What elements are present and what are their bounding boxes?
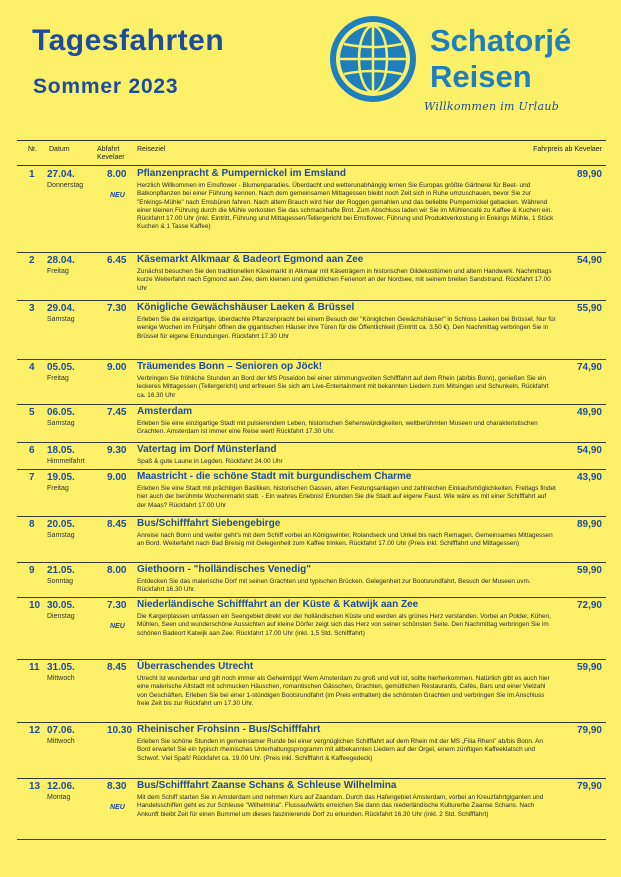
- brand-slogan: Willkommen im Urlaub: [424, 100, 560, 113]
- trip-date: 29.04.: [47, 303, 75, 314]
- trip-weekday: Himmelfahrt: [47, 458, 85, 465]
- trip-weekday: Montag: [47, 794, 71, 801]
- trip-price: 72,90: [576, 600, 602, 611]
- trip-departure-time: 8.45: [107, 519, 127, 530]
- trip-departure-time: 9.00: [107, 472, 127, 483]
- brand-name-line2: Reisen: [430, 59, 532, 94]
- trip-number: 8: [29, 519, 35, 530]
- trip-date: 18.05.: [47, 445, 75, 456]
- trip-price: 59,90: [576, 565, 602, 576]
- trip-title: Giethoorn - "holländisches Venedig": [137, 564, 311, 575]
- trip-number: 1: [29, 169, 35, 180]
- trip-price: 49,90: [576, 407, 602, 418]
- trip-title: Überraschendes Utrecht: [137, 661, 254, 672]
- trip-description: Verbringen Sie fröhliche Stunden an Bord der MS Poseidon bei einer stimmungsvollen Schifffahrt auf dem Rhein (ab/bis Bonn), genießen Sie ein leckeres Mittagessen (Tellergericht) und erfreuen Sie sich am Live-Entertainment mit bekannten Liedern zum Mitsingen und Schunkeln. Rückfahrt ca. 16.30 Uhr: [137, 375, 549, 399]
- trip-departure-time: 8.45: [107, 662, 127, 673]
- page-subtitle: Sommer 2023: [33, 75, 179, 98]
- trip-row: [17, 563, 606, 598]
- trip-price: 74,90: [576, 362, 602, 373]
- trip-row: [17, 598, 606, 660]
- column-header-departure: Abfahrt Kevelaer: [97, 146, 125, 161]
- new-badge: NEU: [110, 804, 125, 811]
- trip-departure-time: 6.45: [107, 255, 127, 266]
- trip-departure-time: 9.00: [107, 362, 127, 373]
- trip-weekday: Dienstag: [47, 613, 75, 620]
- trip-description: Entdecken Sie das malerische Dorf mit seinen Grachten und typischen Brücken. Gelegenheit zur Bootsrundfahrt, Besuch der Museen uvm. Rückfahrt 16.30 Uhr.: [137, 578, 531, 594]
- trip-departure-time: 10.30: [107, 725, 133, 736]
- trip-weekday: Samstag: [47, 420, 75, 427]
- trip-weekday: Freitag: [47, 485, 69, 492]
- trip-title: Rheinischer Frohsinn - Bus/Schifffahrt: [137, 724, 321, 735]
- trip-description: Die Kargerplassen umfassen ein Seengebiet direkt vor der holländischen Küste und werden als grünes Herz verstanden. Vorbei an Polder, Kühen, Mühlen, Seen und wunderschöne Aussichten auf kleine Dörfer zeigt sich das Herz von seiner schönsten Seite. Den Nachmittag verbringen Sie im schönen Badeort Katwijk aan Zee. Rückfahrt 17.00 Uhr (inkl. 1,5 Std. Schifffahrt): [137, 613, 551, 637]
- column-header-destination: Reiseziel: [137, 146, 166, 153]
- trip-row: [17, 253, 606, 301]
- trip-row: [17, 517, 606, 563]
- trip-description: Herzlich Willkommen im Emsflower - Blumenparadies. Überdacht und wetterunabhängig lernen Sie Europas größte Gärtnerei für Beet- und Balkonpflanzen bei einer Führung kennen. Nach dem gemeinsamen Mittagessen bleibt noch Zeit sich in Ruhe umzuschauen, bevor Sie zur "Enkings-Mühle" nach Emsbüren fahren. Nach altem Brauch wird hier der Roggen gemahlen und das beliebte Pumpernickel gebacken. Während einer kleinen Führung durch die Mühle verkosten Sie das schmackhafte Brot. Zum Abschluss laden wir Sie im Mühlencafé zu Kaffee & Kuchen ein. Rückfahrt 17.00 Uhr (inkl. Eintritt, Führung und Mittagessen/Tellergericht bei Emsflower, Führung und Produktverkostung in Enkings Mühle, 1 Stück Kuchen & 1 Tasse Kaffee): [137, 182, 554, 231]
- trip-date: 30.05.: [47, 600, 75, 611]
- trip-date: 12.06.: [47, 781, 75, 792]
- column-header-nr: Nr.: [28, 146, 37, 153]
- header-rule-top: [17, 140, 606, 141]
- trip-title: Königliche Gewächshäuser Laeken & Brüssel: [137, 302, 355, 313]
- trip-description: Utrecht ist wunderbar und gilt noch immer als Geheimtipp! Wem Amsterdam zu groß und voll ist, sollte hierherkommen. Natürlich gibt es auch hier eine malerische Altstadt mit schmucken Häuschen, romantischen Gässchen, Grachten, gemütlichen Restaurants, Cafés, Bars und einer Vielzahl von Geschäften. Erleben Sie bei einer 1-stündigen Bootsrundfahrt (im Preis enthalten) die schönsten Grachten und verbringen Sie im Anschluss freie Zeit bis zur Rückfahrt um 17.30 Uhr.: [137, 675, 550, 707]
- trip-description: Zunächst besuchen Sie den traditionellen Käsemarkt in Alkmaar mit Käseträgern in historischen Gildekostümen und altem Handwerk. Nachmittags kurze Weiterfahrt nach Egmond aan Zee, dem kleinen und gemütlichen Ferienort an der Nordsee, mit seinem breiten Sandstrand. Rückfahrt 17.00 Uhr: [137, 268, 552, 292]
- trip-title: Amsterdam: [137, 406, 193, 417]
- globe-logo-icon: [328, 14, 418, 104]
- trip-description: Anreise nach Bonn und weiter geht's mit dem Schiff vorbei an Königswinter, Rolandseck und Unkel bis nach Remagen. Gemeinsames Mittagessen an Bord. Weiterfahrt nach Bad Breisig mit Gelegenheit zum Kaffee trinken. Rückfahrt 17.00 Uhr (Preis inkl. Schifffahrt und Mittagessen): [137, 532, 553, 548]
- trip-number: 9: [29, 565, 35, 576]
- trip-weekday: Mittwoch: [47, 738, 75, 745]
- brand-name-line1: Schatorjé: [430, 23, 572, 58]
- trip-price: 89,90: [576, 169, 602, 180]
- trip-date: 05.05.: [47, 362, 75, 373]
- trip-departure-time: 7.30: [107, 303, 127, 314]
- trip-row: [17, 660, 606, 723]
- trip-description: Spaß & gute Laune in Legden. Rückfahrt 24.00 Uhr: [137, 458, 283, 465]
- trip-price: 54,90: [576, 445, 602, 456]
- trip-price: 59,90: [576, 662, 602, 673]
- column-header-price: Fahrpreis ab Kevelaer: [533, 146, 602, 153]
- trip-price: 54,90: [576, 255, 602, 266]
- trip-number: 13: [29, 781, 41, 792]
- trip-date: 31.05.: [47, 662, 75, 673]
- trip-row: [17, 723, 606, 779]
- trip-row: [17, 405, 606, 443]
- trip-weekday: Sonntag: [47, 578, 74, 585]
- trip-description: Erleben Sie schöne Stunden in gemeinsamer Runde bei einer vergnüglichen Schifffahrt auf dem Rhein mit der MS „Filia Rheni" ab/bis Bonn. An Bord erwartet Sie ein typisch rheinisches Unterhaltungsprogramm mit altbekannten Liedern auf der Orgel, einem zünftigen Kaffeeklatsch und Schwof. Viel Spaß! Rückfahrt ca. 19.00 Uhr. (Preis inkl. Schifffahrt & Kaffeegedeck): [137, 738, 543, 762]
- trip-description: Mit dem Schiff starten Sie in Amsterdam und nehmen Kurs auf Zaandam. Durch das Hafengebiet Amsterdam, vorbei an Kreuzfahrtgiganten und Handelsschiffen geht es zur Schleuse "Wilhelmina". Flussaufwärts erreichen Sie dann das niederländische Kulturerbe Zaanse Schans. Nach Ankunft bleibt Zeit für einen Bummel um dieses faszinierende Dorf zu erkunden. Rückfahrt 16.30 Uhr (inkl. 2 Std. Schifffahrt): [137, 794, 544, 818]
- trip-title: Niederländische Schifffahrt an der Küste & Katwijk aan Zee: [137, 599, 419, 610]
- trip-departure-time: 8.30: [107, 781, 127, 792]
- trip-weekday: Freitag: [47, 375, 69, 382]
- trip-departure-time: 7.45: [107, 407, 127, 418]
- trip-departure-time: 9.30: [107, 445, 127, 456]
- trip-number: 5: [29, 407, 35, 418]
- trip-title: Träumendes Bonn – Senioren op Jöck!: [137, 361, 323, 372]
- trip-title: Bus/Schifffahrt Zaanse Schans & Schleuse Wilhelmina: [137, 780, 397, 791]
- new-badge: NEU: [110, 623, 125, 630]
- trip-row: [17, 301, 606, 360]
- trip-departure-time: 8.00: [107, 169, 127, 180]
- trip-row: [17, 470, 606, 517]
- trip-date: 19.05.: [47, 472, 75, 483]
- trip-weekday: Samstag: [47, 316, 75, 323]
- trip-price: 89,90: [576, 519, 602, 530]
- table-header: [17, 144, 606, 164]
- trip-date: 06.05.: [47, 407, 75, 418]
- trip-row: [17, 360, 606, 405]
- page-title: Tagesfahrten: [32, 24, 225, 57]
- trip-number: 2: [29, 255, 35, 266]
- trip-weekday: Donnerstag: [47, 182, 84, 189]
- trip-date: 21.05.: [47, 565, 75, 576]
- trip-departure-time: 8.00: [107, 565, 127, 576]
- trip-number: 6: [29, 445, 35, 456]
- header-rule-bottom: [17, 165, 606, 166]
- trip-date: 27.04.: [47, 169, 75, 180]
- trip-description: Erleben Sie eine Stadt mit prächtigen Basiliken, historischen Gassen, alten Festungsanlagen und zahlreichen Einkaufsmöglichkeiten. Freitags findet hier auch der berühmte Wochenmarkt statt. - Ein wahres Erlebnis! Erkunden Sie die Stadt auf eigene Faust. Wie wäre es mit einer Schifffahrt auf der Maas? Rückfahrt 17.00 Uhr: [137, 485, 556, 509]
- trip-number: 11: [29, 662, 40, 673]
- trip-row: [17, 443, 606, 470]
- trip-number: 10: [29, 600, 41, 611]
- trip-date: 28.04.: [47, 255, 75, 266]
- trip-date: 20.05.: [47, 519, 75, 530]
- trip-weekday: Freitag: [47, 268, 69, 275]
- trip-description: Erleben Sie eine einzigartige Stadt mit pulsierendem Leben, historischen Sehenswürdigkeiten, weltberühmten Museen und charakteristischen Grachten. Amsterdam ist immer eine Reise wert! Rückfahrt 17.30 Uhr.: [137, 420, 538, 436]
- trip-price: 79,90: [576, 725, 602, 736]
- trip-title: Maastricht - die schöne Stadt mit burgundischem Charme: [137, 471, 412, 482]
- trip-row: [17, 167, 606, 253]
- trip-weekday: Mittwoch: [47, 675, 75, 682]
- trip-departure-time: 7.30: [107, 600, 127, 611]
- trip-title: Vatertag im Dorf Münsterland: [137, 444, 277, 455]
- trip-number: 3: [29, 303, 35, 314]
- trip-price: 55,90: [576, 303, 602, 314]
- trip-number: 12: [29, 725, 41, 736]
- trip-description: Erleben Sie die einzigartige, überdachte Pflanzenpracht bei einem Besuch der "Königlichen Gewächshäuser" in Schloss Laeken bei Brüssel. Nur für wenige Wochen im Frühjahr öffnen die gigantischen Häuser ihre Türen für die Öffentlichkeit (Eintritt ca. 3,50 €). Den Nachmittag verbringen Sie in Brüssel für eigene Erkundungen. Rückfahrt 17.30 Uhr: [137, 316, 556, 340]
- trip-title: Käsemarkt Alkmaar & Badeort Egmond aan Zee: [137, 254, 364, 265]
- trip-number: 7: [29, 472, 35, 483]
- trip-title: Pflanzenpracht & Pumpernickel im Emsland: [137, 168, 346, 179]
- trip-weekday: Samstag: [47, 532, 75, 539]
- trip-number: 4: [29, 362, 35, 373]
- trip-date: 07.06.: [47, 725, 75, 736]
- trip-row: [17, 779, 606, 840]
- trip-price: 43,90: [576, 472, 602, 483]
- column-header-date: Datum: [49, 146, 70, 153]
- new-badge: NEU: [110, 192, 125, 199]
- trip-title: Bus/Schifffahrt Siebengebirge: [137, 518, 281, 529]
- trip-price: 79,90: [576, 781, 602, 792]
